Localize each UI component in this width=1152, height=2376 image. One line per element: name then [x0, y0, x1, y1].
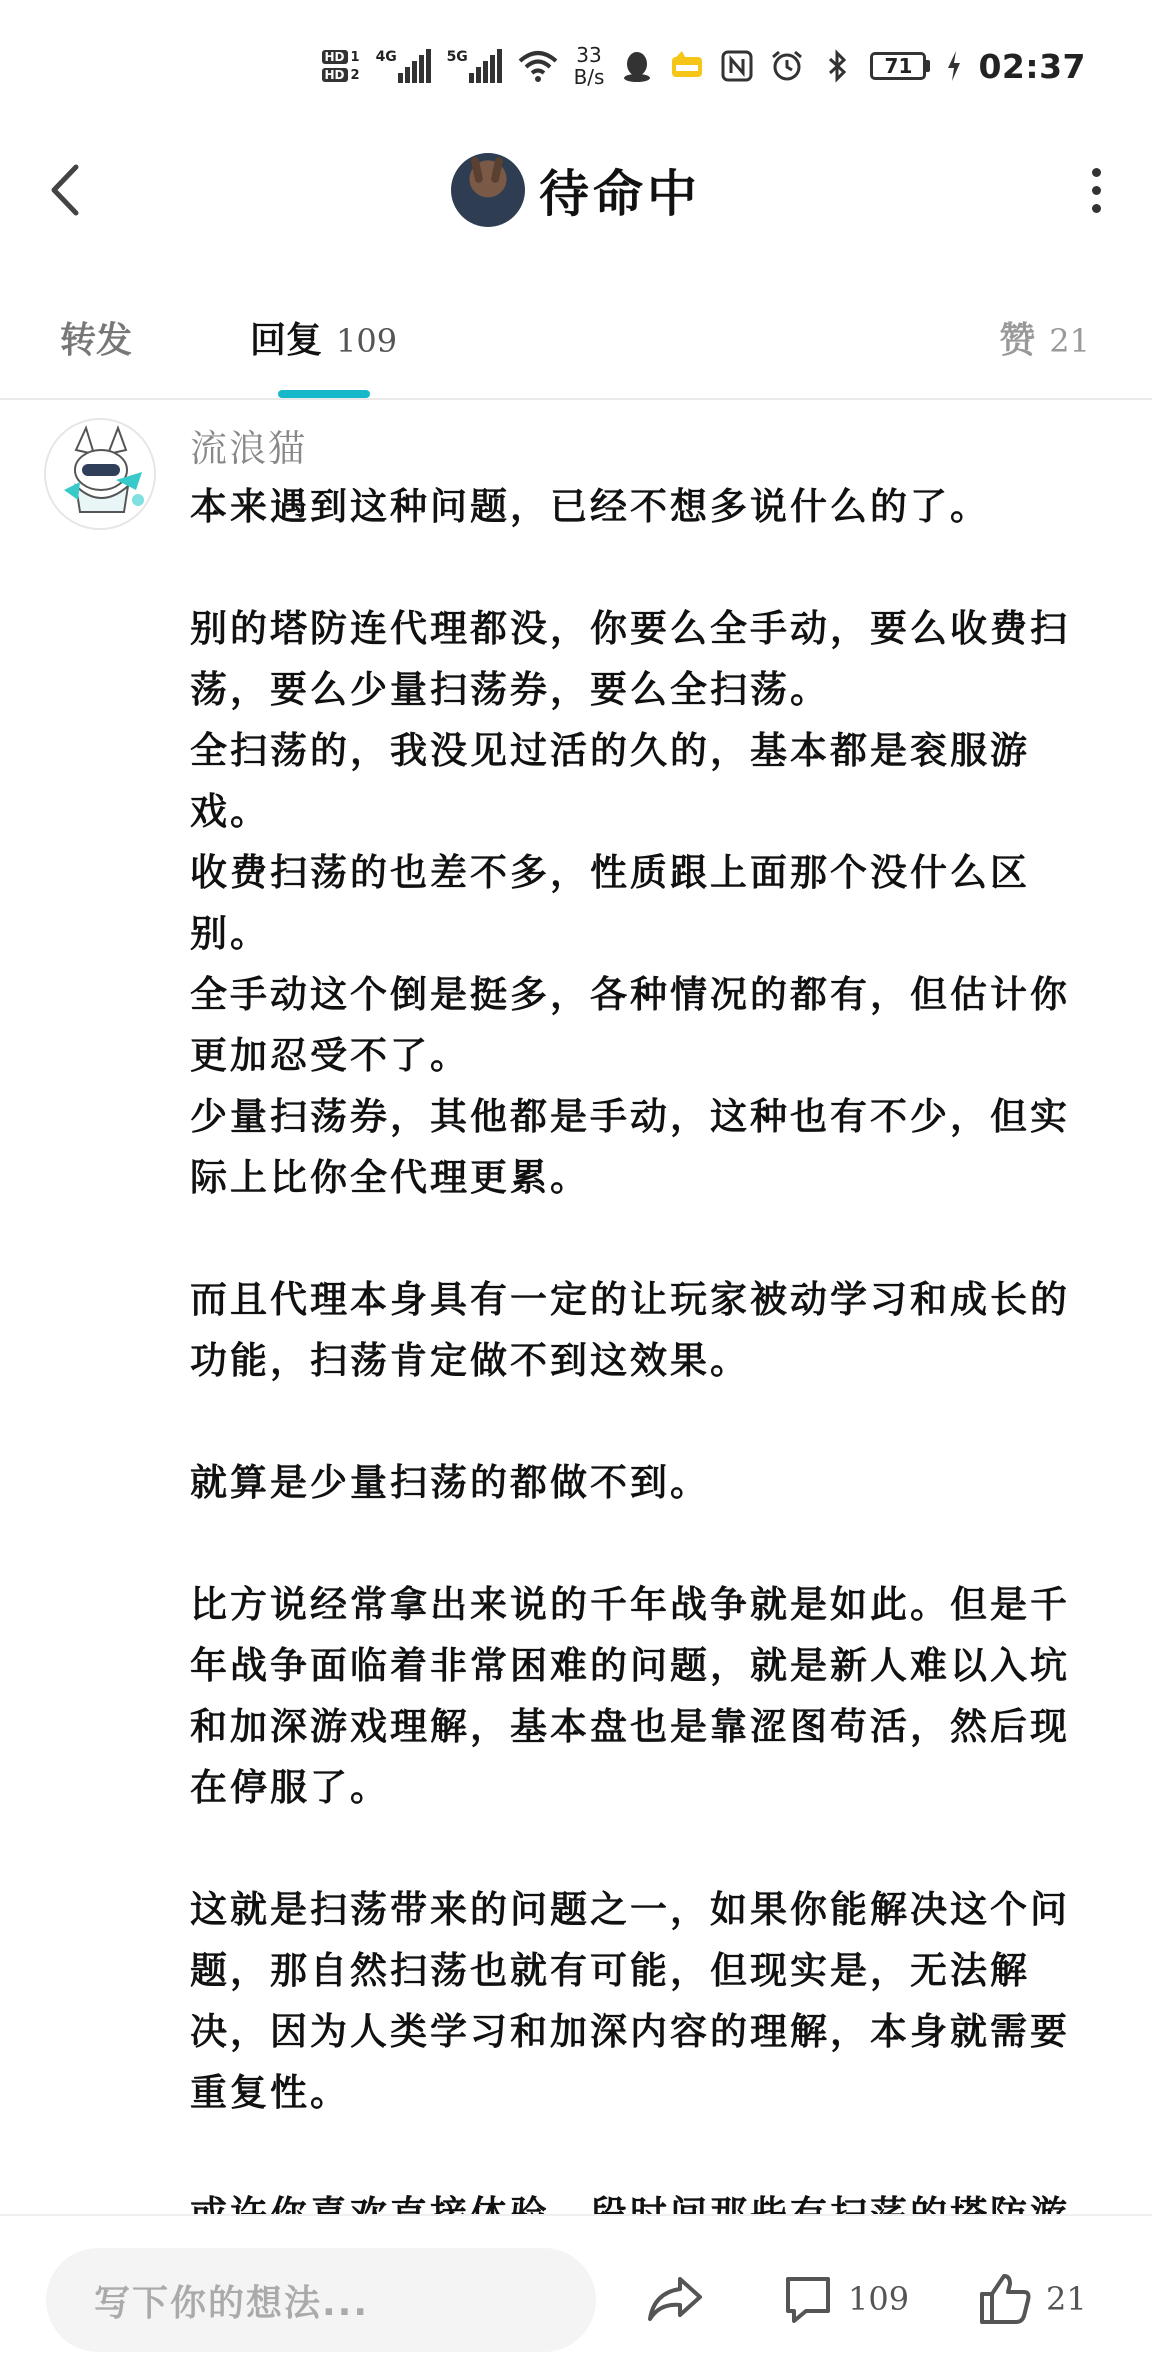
comment-username[interactable]: 流浪猫	[190, 427, 307, 470]
comment-paragraph: 少量扫荡券，其他都是手动，这种也有不少，但实际上比你全代理更累。	[190, 1095, 1070, 1199]
reply-input-placeholder: 写下你的想法...	[94, 2282, 370, 2324]
bluetooth-icon	[820, 49, 854, 83]
battery-icon	[870, 52, 930, 80]
charging-icon	[946, 51, 962, 81]
signal-icon-2	[447, 49, 502, 83]
comment-count: 109	[848, 2280, 910, 2318]
comment-paragraph	[190, 1818, 1070, 1879]
like-count: 21	[1046, 2280, 1087, 2318]
title-group	[0, 148, 1152, 232]
tab-reply-count: 109	[336, 322, 398, 360]
signal1-gen: 4G	[375, 49, 397, 65]
signal-icon	[376, 49, 431, 83]
comment-paragraph	[190, 1513, 1070, 1574]
tab-reply[interactable]	[250, 312, 397, 363]
hd-icon	[322, 50, 360, 82]
alarm-icon	[770, 49, 804, 83]
clock: 02:37	[978, 46, 1086, 86]
tab-reply-label: 回复	[250, 320, 323, 361]
tab-forward-label: 转发	[60, 320, 133, 361]
tab-like[interactable]	[999, 312, 1090, 363]
avatar[interactable]	[44, 418, 156, 530]
reply-input[interactable]	[46, 2248, 596, 2352]
hd2-label: HD	[322, 68, 348, 82]
speed-unit: B/s	[573, 65, 605, 89]
header	[0, 130, 1152, 250]
signal2-gen: 5G	[446, 49, 468, 65]
tab-like-label: 赞	[999, 320, 1036, 361]
comment-paragraph: 这就是扫荡带来的问题之一，如果你能解决这个问题，那自然扫荡也就有可能，但现实是，无法解决，因为人类学习和加深内容的理解，本身就需要重复性。	[190, 1888, 1070, 2114]
comment-paragraph: 收费扫荡的也差不多，性质跟上面那个没什么区别。	[190, 851, 1030, 955]
hd1-num: 1	[350, 49, 360, 65]
tab-bar	[0, 290, 1152, 400]
status-icons	[322, 38, 1087, 94]
comment-paragraph: 全扫荡的，我没见过活的久的，基本都是衮服游戏。	[190, 729, 1030, 833]
comment-body	[190, 476, 1070, 2245]
qq-icon	[620, 49, 654, 83]
comment-paragraph	[190, 2123, 1070, 2184]
comment-paragraph: 全手动这个倒是挺多，各种情况的都有，但估计你更加忍受不了。	[190, 973, 1070, 1077]
hd1-label: HD	[322, 50, 348, 64]
comment-button[interactable]	[782, 2264, 909, 2334]
tab-like-count: 21	[1049, 322, 1090, 360]
comment-paragraph	[190, 537, 1070, 598]
status-bar	[0, 0, 1152, 130]
avatar-image	[46, 420, 154, 528]
tab-forward[interactable]	[60, 312, 132, 363]
comment-paragraph: 而且代理本身具有一定的让玩家被动学习和成长的功能，扫荡肯定做不到这效果。	[190, 1278, 1070, 1382]
comment-paragraph: 就算是少量扫荡的都做不到。	[190, 1461, 710, 1504]
comment-icon	[782, 2273, 834, 2325]
wifi-icon	[518, 49, 558, 83]
title-avatar	[451, 153, 525, 227]
comment-paragraph	[190, 1391, 1070, 1452]
nfc-icon	[720, 49, 754, 83]
comment-paragraph: 本来遇到这种问题，已经不想多说什么的了。	[190, 485, 990, 528]
more-vertical-icon	[1092, 168, 1101, 213]
speed-value: 33	[576, 43, 602, 67]
comment-paragraph: 比方说经常拿出来说的千年战争就是如此。但是千年战争面临着非常困难的问题，就是新人难以入坑和加深游戏理解，基本盘也是靠涩图苟活，然后现在停服了。	[190, 1583, 1070, 1809]
thumb-up-icon	[978, 2272, 1032, 2326]
network-speed	[574, 44, 605, 88]
battery-level: 71	[870, 52, 926, 80]
bottom-action-bar	[0, 2214, 1152, 2376]
share-icon	[646, 2273, 704, 2325]
comment-paragraph: 别的塔防连代理都没，你要么全手动，要么收费扫荡，要么少量扫荡券，要么全扫荡。	[190, 607, 1070, 711]
page-title: 待命中	[539, 165, 701, 223]
hd2-num: 2	[350, 67, 360, 83]
comment-paragraph	[190, 1208, 1070, 1269]
more-button[interactable]	[1076, 164, 1116, 216]
like-button[interactable]	[978, 2264, 1087, 2334]
tab-active-indicator	[278, 390, 370, 398]
share-button[interactable]	[646, 2264, 704, 2334]
notification-app-icon	[670, 49, 704, 83]
